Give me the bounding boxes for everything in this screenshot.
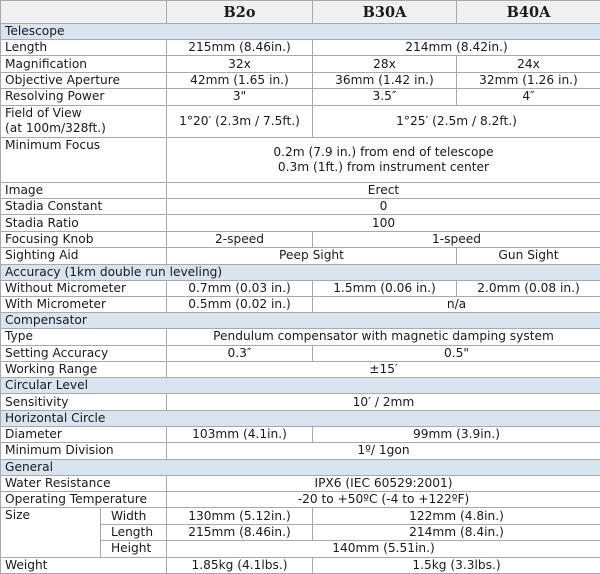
section-row-accuracy — [1, 264, 600, 280]
row-label: Stadia Constant — [1, 198, 167, 214]
row-length — [1, 40, 600, 56]
value-b30: 28x — [313, 56, 457, 72]
section-title-accuracy: Accuracy (1km double run leveling) — [1, 264, 600, 280]
section-title-circular-level: Circular Level — [1, 378, 600, 394]
row-label: With Micrometer — [1, 296, 167, 312]
row-magnification — [1, 56, 600, 72]
row-stadia-constant — [1, 198, 600, 214]
section-title-telescope: Telescope — [1, 24, 600, 40]
row-size-width — [1, 508, 600, 524]
value-b40: 2.0mm (0.08 in.) — [457, 280, 600, 296]
value-b30: 36mm (1.42 in.) — [313, 72, 457, 88]
section-row-general — [1, 459, 600, 475]
section-row-telescope — [1, 24, 600, 40]
section-title-horizontal-circle: Horizontal Circle — [1, 410, 600, 426]
row-label: Setting Accuracy — [1, 345, 167, 361]
value-b20: 215mm (8.46in.) — [167, 524, 313, 540]
section-row-compensator — [1, 313, 600, 329]
row-with-micrometer — [1, 296, 600, 312]
value-b30-b40: 1°25′ (2.5m / 8.2ft.) — [313, 105, 600, 137]
value-b20: 42mm (1.65 in.) — [167, 72, 313, 88]
row-label-line: Field of View — [5, 106, 82, 121]
row-label: Stadia Ratio — [1, 215, 167, 231]
value-b40: Gun Sight — [457, 248, 600, 264]
value-b40: 32mm (1.26 in.) — [457, 72, 600, 88]
value-b20: 0.5mm (0.02 in.) — [167, 296, 313, 312]
value-b30-b40: 214mm (8.42in.) — [313, 40, 600, 56]
row-minimum-division — [1, 443, 600, 459]
row-label: Water Resistance — [1, 475, 167, 491]
row-label: Image — [1, 182, 167, 198]
value-all-models: IPX6 (IEC 60529:2001) — [167, 475, 600, 491]
value-all-models: 100 — [167, 215, 600, 231]
row-label: Weight — [1, 557, 167, 573]
row-label: Type — [1, 329, 167, 345]
row-label: Length — [1, 40, 167, 56]
row-label: Minimum Focus — [1, 137, 167, 182]
row-label: Resolving Power — [1, 89, 167, 105]
value-all-models: Erect — [167, 182, 600, 198]
row-field-of-view — [1, 105, 600, 137]
row-sighting-aid — [1, 248, 600, 264]
value-b20: 32x — [167, 56, 313, 72]
row-water-resistance — [1, 475, 600, 491]
row-label: Working Range — [1, 362, 167, 378]
value-all-models: 10′ / 2mm — [167, 394, 600, 410]
row-label: Magnification — [1, 56, 167, 72]
row-objective-aperture — [1, 72, 600, 88]
row-label-line: (at 100m/328ft.) — [5, 121, 106, 136]
value-b30-b40: 0.5" — [313, 345, 600, 361]
value-b20: 215mm (8.46in.) — [167, 40, 313, 56]
row-label-size: Size — [1, 508, 101, 557]
value-b40: 24x — [457, 56, 600, 72]
model-header-b40a: B40A — [457, 1, 600, 24]
row-type — [1, 329, 600, 345]
value-b20: 2-speed — [167, 231, 313, 247]
section-title-general: General — [1, 459, 600, 475]
value-b20: 1.85kg (4.1lbs.) — [167, 557, 313, 573]
value-all-models: -20 to +50ºC (-4 to +122ºF) — [167, 492, 600, 508]
row-focusing-knob — [1, 231, 600, 247]
value-all-models: 0 — [167, 198, 600, 214]
value-b20: 130mm (5.12in.) — [167, 508, 313, 524]
row-sublabel: Length — [101, 524, 167, 540]
value-b30: 1.5mm (0.06 in.) — [313, 280, 457, 296]
value-b30-b40: n/a — [313, 296, 600, 312]
row-sublabel: Width — [101, 508, 167, 524]
model-header-b30a: B30A — [313, 1, 457, 24]
row-label: Operating Temperature — [1, 492, 167, 508]
row-sublabel: Height — [101, 541, 167, 557]
row-label: Minimum Division — [1, 443, 167, 459]
value-line: 0.2m (7.9 in.) from end of telescope — [273, 144, 494, 159]
value-all-models — [167, 137, 600, 182]
value-line: 0.3m (1ft.) from instrument center — [277, 159, 490, 174]
row-label: Objective Aperture — [1, 72, 167, 88]
model-header-b20: B2o — [167, 1, 313, 24]
value-all-models: 1º/ 1gon — [167, 443, 600, 459]
row-resolving-power — [1, 89, 600, 105]
value-b30-b40: 99mm (3.9in.) — [313, 426, 600, 442]
value-b20: 0.7mm (0.03 in.) — [167, 280, 313, 296]
row-weight — [1, 557, 600, 573]
header-row — [1, 1, 600, 24]
value-b30-b40: 1.5kg (3.3lbs.) — [313, 557, 600, 573]
value-b20: 3" — [167, 89, 313, 105]
row-setting-accuracy — [1, 345, 600, 361]
value-b20-b30: Peep Sight — [167, 248, 457, 264]
row-operating-temperature — [1, 492, 600, 508]
section-row-horizontal-circle — [1, 410, 600, 426]
section-row-circular-level — [1, 378, 600, 394]
value-all-models: ±15′ — [167, 362, 600, 378]
row-label: Sighting Aid — [1, 248, 167, 264]
value-b20: 0.3″ — [167, 345, 313, 361]
value-b30-b40: 122mm (4.8in.) — [313, 508, 600, 524]
header-blank-cell — [1, 1, 167, 24]
value-all-models: Pendulum compensator with magnetic damping system — [167, 329, 600, 345]
row-label: Focusing Knob — [1, 231, 167, 247]
row-stadia-ratio — [1, 215, 600, 231]
row-image — [1, 182, 600, 198]
row-without-micrometer — [1, 280, 600, 296]
value-b40: 4″ — [457, 89, 600, 105]
value-b20: 1°20′ (2.3m / 7.5ft.) — [167, 105, 313, 137]
row-sensitivity — [1, 394, 600, 410]
section-title-compensator: Compensator — [1, 313, 600, 329]
row-label — [1, 105, 167, 137]
row-working-range — [1, 362, 600, 378]
row-diameter — [1, 426, 600, 442]
row-label: Sensitivity — [1, 394, 167, 410]
value-b30-b40: 214mm (8.4in.) — [313, 524, 600, 540]
value-b30-b40: 1-speed — [313, 231, 600, 247]
row-label: Without Micrometer — [1, 280, 167, 296]
row-minimum-focus — [1, 137, 600, 182]
value-b20: 103mm (4.1in.) — [167, 426, 313, 442]
value-b30: 3.5″ — [313, 89, 457, 105]
value-all-models: 140mm (5.51in.) — [167, 541, 600, 557]
row-label: Diameter — [1, 426, 167, 442]
